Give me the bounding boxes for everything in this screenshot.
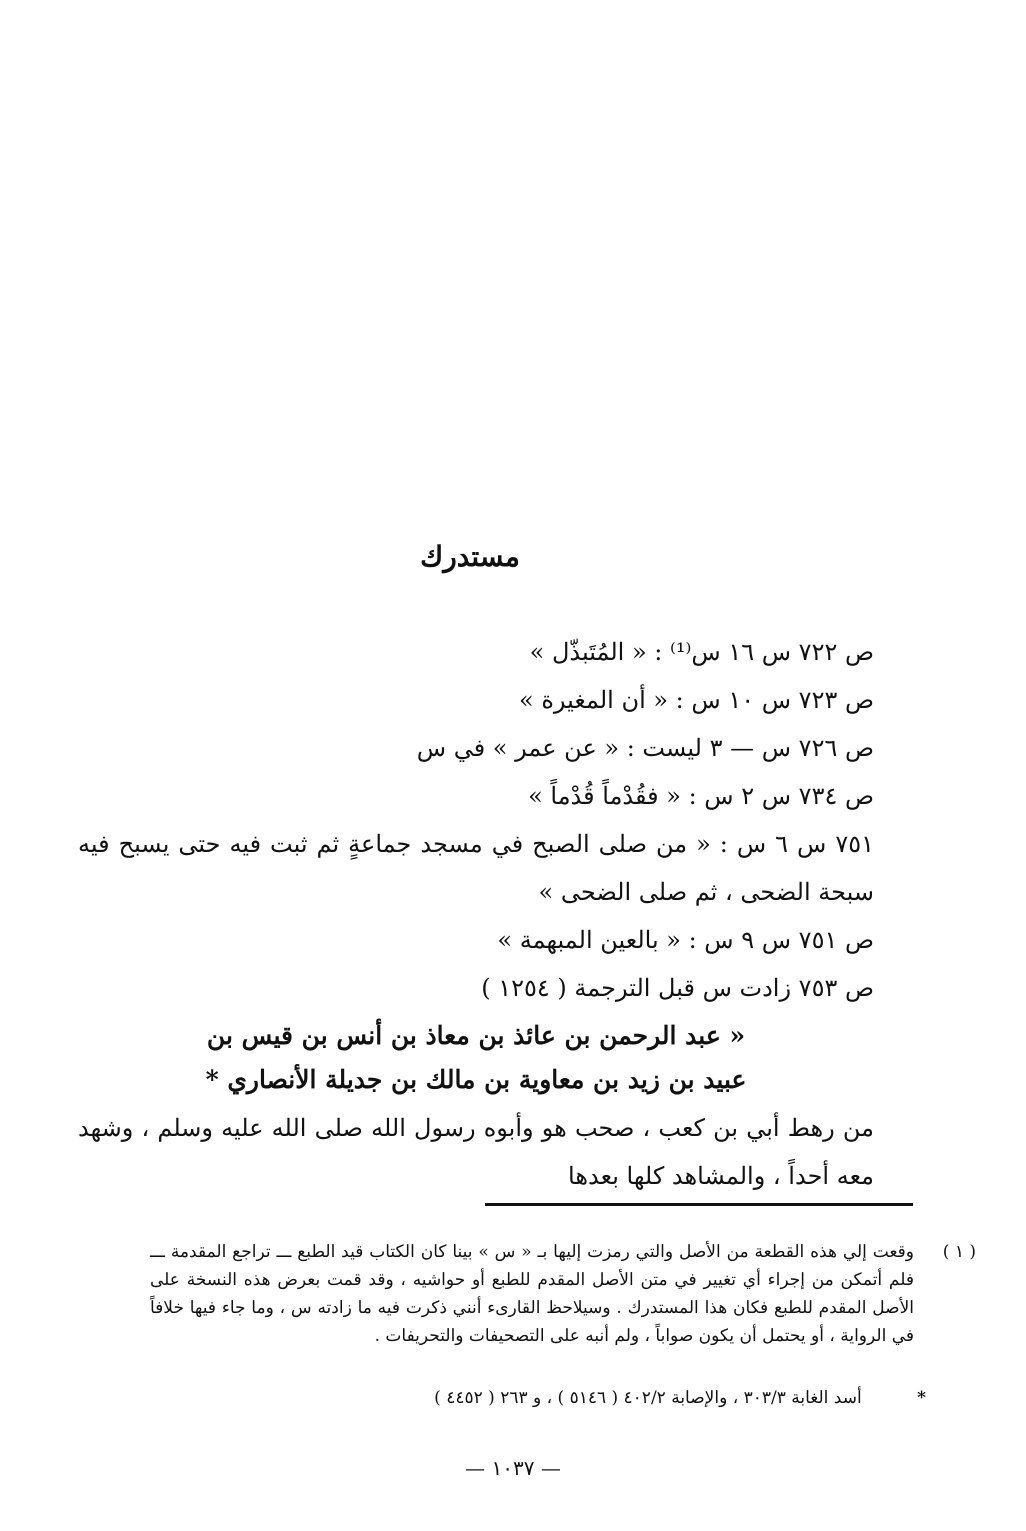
addenda-line: ص ٧٣٤ س ٢ س : « فقُدْماً قُدْماً »	[528, 782, 874, 810]
footnote	[150, 1238, 976, 1350]
page-title: مستدرك	[420, 540, 520, 573]
addenda-body	[78, 628, 874, 1200]
entry-heading-line-2: عبيد بن زيد بن معاوية بن مالك بن جديلة الأنصاري *	[205, 1065, 747, 1094]
source-text: أسد الغابة ٣٠٣/٣ ، والإصابة ٤٠٢/٢ ( ٥١٤٦ ) ، و ٢٦٣ ( ٤٤٥٢ )	[434, 1388, 862, 1408]
page-number: — ١٠٣٧ —	[465, 1456, 561, 1480]
entry-text: من رهط أبي بن كعب ، صحب هو وأبوه رسول الله صلى الله عليه وسلم ، وشهد معه أحداً ، والمشاهد كلها بعدها	[78, 1114, 874, 1190]
footnote-divider	[485, 1203, 913, 1206]
addenda-line: ص ٧٥٣ زادت س قبل الترجمة ( ١٢٥٤ )	[481, 974, 874, 1002]
addenda-line: ص ٧٢٣ س ١٠ س : « أن المغيرة »	[519, 686, 874, 714]
footnote-marker: ( ١ )	[942, 1242, 976, 1262]
source-reference	[260, 1388, 926, 1408]
addenda-line: ص ٧٥١ س ٩ س : « بالعين المبهمة »	[497, 926, 874, 954]
addenda-line: ص ٧٢٦ س — ٣ ليست : « عن عمر » في س	[416, 734, 874, 762]
entry-heading-line-1: « عبد الرحمن بن عائذ بن معاذ بن أنس بن قيس بن	[206, 1021, 746, 1050]
addenda-line: ٧٥١ س ٦ س : « من صلى الصبح في مسجد جماعةٍ ثم ثبت فيه حتى يسبح فيه سبحة الضحى ، ثم صلى الضحى »	[78, 830, 874, 906]
asterisk-marker: *	[917, 1388, 926, 1408]
addenda-line: ص ٧٢٢ س ١٦ س⁽¹⁾ : « المُتَبذّل »	[529, 638, 874, 666]
footnote-text: وقعت إلي هذه القطعة من الأصل والتي رمزت إليها بـ « س » بينا كان الكتاب قيد الطبع ـــ تراجع المقدمة ـــ فلم أتمكن من إجراء أي تغيير في متن الأصل المقدم للطبع أو حواشيه ، وقد قمت بعرض هذه النسخة على الأصل المقدم للطبع فكان هذا المستدرك . وسيلاحظ القارىء أنني ذكرت فيه ما زادته س ، وما جاء فيها خلافاً في الرواية ، أو يحتمل أن يكون صواباً ، ولم أنبه على التصحيفات والتحريفات .	[150, 1242, 914, 1346]
